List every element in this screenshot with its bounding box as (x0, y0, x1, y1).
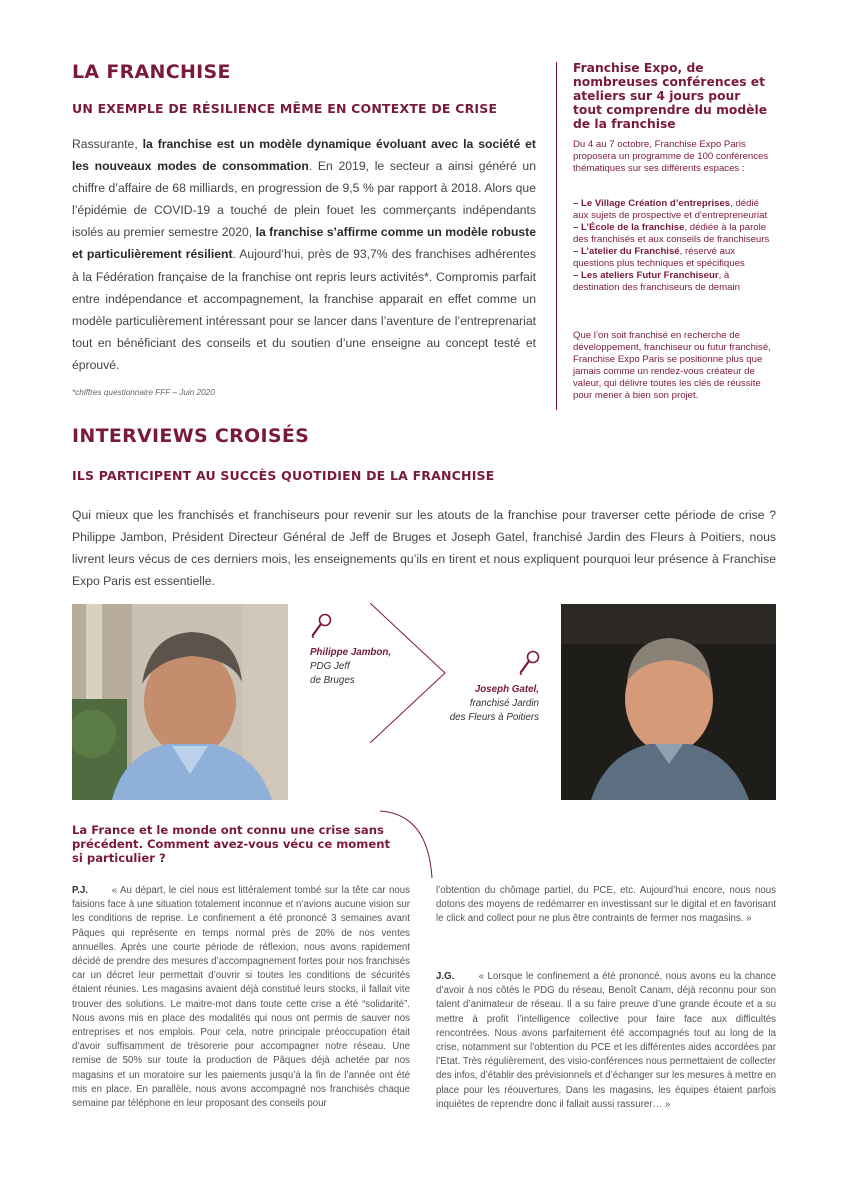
microphone-icon (310, 613, 332, 639)
section-subtitle-resilience: UN EXEMPLE DE RÉSILIENCE MÊME EN CONTEXTE DE CRISE (72, 101, 498, 116)
speaker-right-role: des Fleurs à Poitiers (449, 712, 539, 723)
microphone-icon (518, 650, 540, 676)
item-text: , réservé aux questions plus techniques et spécifiques (573, 246, 745, 269)
sidebar-list-item (573, 198, 777, 222)
section-subtitle-success: ILS PARTICIPENT AU SUCCÈS QUOTIDIEN DE LA FRANCHISE (72, 468, 495, 483)
section-title-franchise: LA FRANCHISE (72, 61, 231, 83)
sidebar-list (573, 198, 777, 294)
section-title-interviews: INTERVIEWS CROISÉS (72, 425, 310, 447)
sidebar-list-item (573, 246, 777, 270)
sidebar-intro: Du 4 au 7 octobre, Franchise Expo Paris proposera un programme de 100 conférences thématiques sur ses différents espaces : (573, 139, 769, 174)
item-text: , dédiée à la parole des franchisés et aux conseils de franchiseurs (573, 222, 770, 245)
answer-pj (72, 884, 410, 1111)
franchise-paragraph (72, 133, 536, 376)
text-run-bold: la franchise s’affirme comme un modèle robuste et particulièrement résilient (72, 225, 536, 262)
portrait-illustration (72, 604, 288, 800)
sidebar-list-item (573, 270, 777, 294)
speaker-right-caption (420, 683, 539, 725)
item-text: , à destination des franchiseurs de demain (573, 270, 740, 293)
item-bold: – L’atelier du Franchisé (573, 246, 680, 257)
speaker-left-caption (310, 646, 420, 688)
portrait-illustration (561, 604, 776, 800)
item-bold: – L’École de la franchise (573, 222, 685, 233)
interview-question: La France et le monde ont connu une crise sans précédent. Comment avez-vous vécu ce moment si particulier ? (72, 823, 391, 865)
speaker-left-role: PDG Jeff (310, 661, 350, 672)
speaker-right-role: franchisé Jardin (469, 698, 539, 709)
answer-text: « Au départ, le ciel nous est littéralement tombé sur la tête car nous faisions face à une situation totalement inconnue et n’avions aucune vision sur les conditions de reprise. Le confinement a été prononcé 3 semaines avant Pâques qui représente en temps normal près de 20% de nos ventes annuelles. Après une courte période de réflexion, nous avons rapidement décidé de prendre des mesures d’accompagnement fortes pour nos franchisés car un décret leur permettait d’ouvrir si toutes les conditions de sécurités étaient réunies. Les magasins avaient déjà constitué leurs stocks, il fallait vite trouver des solutions. Le maitre-mot dans toute cette crise a été “solidarité”. Nous avons mis en place des modalités qui nous ont permis de sauver nos entreprises et nos emplois. Pour cela, notre principale préoccupation était d’avoir suffisamment de trésorerie pour accompagner notre réseau. Une remise de 50% sur toute la production de Pâques déjà achetée par nos magasins et un moratoire sur les paiements jusqu’à la fin de l’année ont été mis en place. En parallèle, nous avons accompagné nos franchisés chaque semaine par téléphone en leur proposant des conseils pour (72, 885, 411, 1110)
photo-joseph-gatel (561, 604, 776, 800)
footnote: *chiffres questionnaire FFF – Juin 2020 (72, 388, 215, 397)
text-run-bold: la franchise est un modèle dynamique évoluant avec la société et les nouveaux modes de consommation (72, 137, 536, 174)
answer-pj-continued: l’obtention du chômage partiel, du PCE, etc. Aujourd’hui encore, nous nous dotons des moyens de redémarrer en investissant sur le digital et en favorisant le click and collect pour ne plus être contraints de fermer nos magasins. » (436, 885, 776, 925)
interviews-intro: Qui mieux que les franchisés et franchiseurs pour revenir sur les atouts de la franchise pour traverser cette période de crise ? Philippe Jambon, Président Directeur Général de Jeff de Bruges et Joseph Gatel, franchisé Jardin des Fleurs à Poitiers, nous livrent leurs vécus de ces derniers mois, les enseignements qu’ils en tirent et nous expliquent pourquoi leur présence à Franchise Expo Paris est essentielle. (72, 508, 776, 589)
item-bold: – Le Village Création d’entreprises (573, 198, 731, 209)
text-run: . Aujourd’hui, près de 93,7% des franchises adhérentes à la Fédération française de la franchise ont repris leurs activités*. Compromis parfait entre indépendance et accompagnement, la franchise apparait en effet comme un modèle particulièrement intéressant pour se lancer dans l’aventure de l’entreprenariat tout en bénéficiant des conseils et du soutien d’une enseigne au concept testé et éprouvé. (72, 247, 536, 372)
answer-label: P.J. (72, 885, 88, 896)
answer-label: J.G. (436, 971, 455, 982)
text-run: Rassurante, (72, 137, 143, 151)
speaker-right-name: Joseph Gatel, (474, 684, 539, 695)
sidebar-outro: Que l’on soit franchisé en recherche de développement, franchiseur ou futur franchisé, Franchise Expo Paris se positionne plus que jamais comme un rendez-vous créateur de valeur, qui délivre toutes les clés de réussite pour mener à bien son projet. (573, 330, 771, 401)
text-run: . En 2019, le secteur a ainsi généré un chiffre d’affaire de 68 milliards, en progression de 9,5 % par rapport à 2018. Alors que l’épidémie de COVID-19 a touché de plein fouet les commerçants indépendants isolés au premier semestre 2020, (72, 159, 536, 240)
sidebar-title: Franchise Expo, de nombreuses conférences et ateliers sur 4 jours pour tout comprendre du modèle de la franchise (573, 61, 768, 131)
item-bold: – Les ateliers Futur Franchiseur (573, 270, 719, 281)
answer-text: « Lorsque le confinement a été prononcé, nous avons eu la chance d’avoir à nos côtés le PDG du réseau, Benoît Canam, déjà reconnu pour son talent d’animateur de réseau. Il a su faire preuve d’une grande écoute et a su mettre à profit l’intelligence collective pour faire face aux difficultés rencontrées. Nous avons parfaitement été accompagnés tout au long de la crise, notamment sur l’obtention du PCE et les différentes aides accordées par l’Etat. Très régulièrement, des visio-conférences nous permettaient de collecter des infos, d’établir des prévisionnels et d’échanger sur les mesures à mettre en place pour les réouvertures. Dans les magasins, les équipes étaient parfois inquiètes de reprendre donc il fallait aussi rassurer… » (436, 971, 777, 1110)
speaker-left-name: Philippe Jambon, (310, 647, 392, 658)
answer-jg (436, 970, 776, 1112)
photo-philippe-jambon (72, 604, 288, 800)
item-text: , dédié aux sujets de prospective et d’entrepreneuriat (573, 198, 768, 221)
sidebar-divider (556, 62, 557, 410)
speaker-left-role: de Bruges (310, 675, 355, 686)
sidebar-list-item (573, 222, 777, 246)
